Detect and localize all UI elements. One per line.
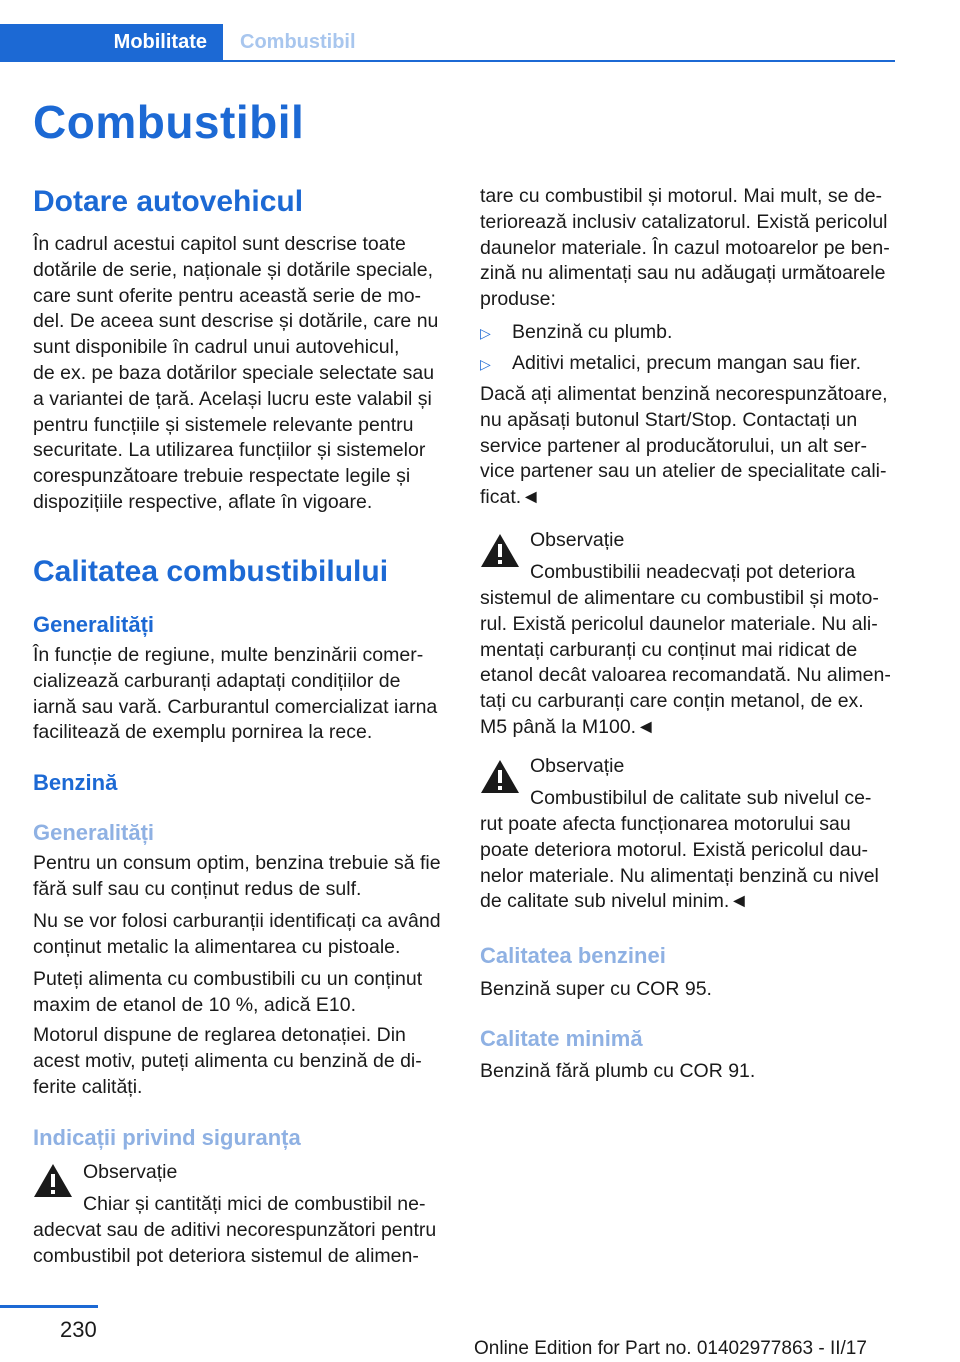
paragraph-benzina-1 xyxy=(33,851,441,903)
text-line: În funcție de regiune, multe benzinării comer‐ xyxy=(33,644,424,666)
text-line: tați cu carburanți care conțin metanol, de ex. xyxy=(480,690,864,713)
heading-calitatea-combustibilului: Calitatea combustibilului xyxy=(33,555,389,588)
text-line: combustibil pot deteriora sistemul de alimen‐ xyxy=(33,1244,419,1267)
paragraph-benzina-3 xyxy=(33,967,422,1019)
text-line: sunt disponibile în cadrul unui autovehicul, xyxy=(33,336,400,359)
heading-generalitati-1: Generalități xyxy=(33,612,155,637)
warning1-text xyxy=(33,1218,436,1270)
warning-triangle-icon xyxy=(480,533,520,568)
text-line: a variantei de țară. Același lucru este valabil și xyxy=(33,387,432,410)
list-item: ▷ Benzină cu plumb. xyxy=(480,320,672,347)
text-line: daunelor materiale. În cazul motoarelor pe ben‐ xyxy=(480,236,890,259)
heading-indicatii-siguranta: Indicații privind siguranța xyxy=(33,1125,301,1150)
warning3-title: Observație xyxy=(530,755,625,777)
text-line: ficat.◄ xyxy=(480,486,541,509)
text-line: M5 până la M100.◄ xyxy=(480,715,656,738)
text-line: Chiar și cantități mici de combustibil ne‐ xyxy=(83,1193,426,1215)
text-line: teriorează inclusiv catalizatorul. Există pericolul xyxy=(480,210,888,233)
triangle-bullet-icon: ▷ xyxy=(480,325,491,341)
paragraph-generalitati-1 xyxy=(33,643,437,746)
text-line: nu apăsați butonul Start/Stop. Contactați un xyxy=(480,408,858,431)
text-line: produse: xyxy=(480,288,556,311)
text-line: conținut metalic la alimentarea cu pistoale. xyxy=(33,935,401,958)
list-item: ▷ Aditivi metalici, precum mangan sau fier. xyxy=(480,351,861,378)
text-line: zină nu alimentați sau nu adăugați următoarele xyxy=(480,262,886,285)
text-line: cializează carburanți adaptați condițiilor de xyxy=(33,669,401,692)
warning1-continued xyxy=(480,184,890,313)
page-number: 230 xyxy=(60,1317,97,1342)
text-line: Combustibilul de calitate sub nivelul ce‐ xyxy=(530,787,872,809)
warning3-first-line xyxy=(530,786,871,812)
text-line: etanol decât valoarea recomandată. Nu alimen‐ xyxy=(480,664,891,687)
warning-triangle-icon xyxy=(480,759,520,794)
warning3-text xyxy=(480,812,879,915)
text-line: del. De aceea sunt descrise și dotările, care nu xyxy=(33,310,439,333)
heading-calitatea-benzinei: Calitatea benzinei xyxy=(480,943,666,968)
paragraph-benzina-2 xyxy=(33,909,441,961)
text-line: Dacă ați alimentat benzină necorespunzătoare, xyxy=(480,383,888,405)
text-line: Puteți alimenta cu combustibili cu un conținut xyxy=(33,968,423,990)
text-line: pentru funcțiile și sistemele relevante pentru xyxy=(33,413,414,436)
warning1-first-line xyxy=(83,1192,425,1218)
text-line: Nu se vor folosi carburanții identificați ca având xyxy=(33,910,441,932)
text-line: tare cu combustibil și motorul. Mai mult, se de‐ xyxy=(480,185,883,207)
text-line: mentați carburanți cu conținut mai ridicat de xyxy=(480,638,858,661)
text-line: rut poate afecta funcționarea motorului sau xyxy=(480,813,851,835)
warning2-title: Observație xyxy=(530,529,625,551)
page-title: Combustibil xyxy=(33,96,305,148)
heading-calitate-minima: Calitate minimă xyxy=(480,1026,643,1051)
warning-triangle-icon xyxy=(33,1163,73,1198)
header-bar xyxy=(0,24,895,62)
text-line: Combustibilii neadecvați pot deteriora xyxy=(530,561,856,583)
text-line: dispozițiile respective, aflate în vigoare. xyxy=(33,490,373,513)
text-line: maxim de etanol de 10 %, adică E10. xyxy=(33,993,357,1016)
text-line: rul. Există pericolul daunelor materiale. Nu ali‐ xyxy=(480,612,878,635)
text-line: iarnă sau vară. Carburantul comercializat iarna xyxy=(33,695,438,718)
footer-edition: Online Edition for Part no. 01402977863 - II/17 xyxy=(474,1338,867,1359)
text-line: sistemul de alimentare cu combustibil și moto‐ xyxy=(480,587,879,609)
text-calitate-minima: Benzină fără plumb cu COR 91. xyxy=(480,1060,756,1082)
text-line: de ex. pe baza dotărilor speciale selectate sau xyxy=(33,361,435,384)
text-line: nelor materiale. Nu alimentați benzină cu nivel xyxy=(480,864,879,887)
text-line: care sunt oferite pentru această serie de mo‐ xyxy=(33,284,422,307)
text-line: service partener al producătorului, un alt ser‐ xyxy=(480,434,867,457)
text-line: vice partener sau un atelier de specialitate cali‐ xyxy=(480,460,887,483)
text-line: Motorul dispune de reglarea detonației. Din xyxy=(33,1024,406,1046)
text-line: facilitează de exemplu pornirea la rece. xyxy=(33,721,373,744)
heading-dotare: Dotare autovehicul xyxy=(33,185,304,218)
warning2-text xyxy=(480,586,891,741)
text-line: corespunzătoare trebuie respectate legile și xyxy=(33,465,411,488)
warning2-first-line xyxy=(530,560,855,586)
heading-benzina: Benzină xyxy=(33,770,118,795)
text-line: ferite calități. xyxy=(33,1075,143,1098)
footer-accent-line xyxy=(0,1305,98,1308)
text-line: fără sulf sau cu conținut redus de sulf. xyxy=(33,877,362,900)
tab-combustibil[interactable]: Combustibil xyxy=(240,31,356,53)
text-line: de calitate sub nivelul minim.◄ xyxy=(480,890,749,913)
paragraph-dotare xyxy=(33,232,438,516)
text-line: poate deteriora motorul. Există pericolul dau‐ xyxy=(480,838,869,861)
text-line: În cadrul acestui capitol sunt descrise toate xyxy=(33,233,406,255)
paragraph-benzina-4 xyxy=(33,1023,422,1100)
triangle-bullet-icon: ▷ xyxy=(480,356,491,372)
text-line: acest motiv, puteți alimenta cu benzină de di‐ xyxy=(33,1049,422,1072)
text-line: adecvat sau de aditivi necorespunzători pentru xyxy=(33,1219,437,1241)
heading-generalitati-2: Generalități xyxy=(33,820,155,845)
text-line: securitate. La utilizarea funcțiilor și sistemelor xyxy=(33,439,426,462)
tab-mobilitate[interactable]: Mobilitate xyxy=(0,24,223,61)
warning1-title: Observație xyxy=(83,1161,178,1183)
paragraph-after-bullets xyxy=(480,382,888,511)
text-line: Pentru un consum optim, benzina trebuie să fie xyxy=(33,852,441,874)
text-calitatea-benzinei: Benzină super cu COR 95. xyxy=(480,978,712,1000)
text-line: dotările de serie, naționale și dotările speciale, xyxy=(33,258,433,281)
